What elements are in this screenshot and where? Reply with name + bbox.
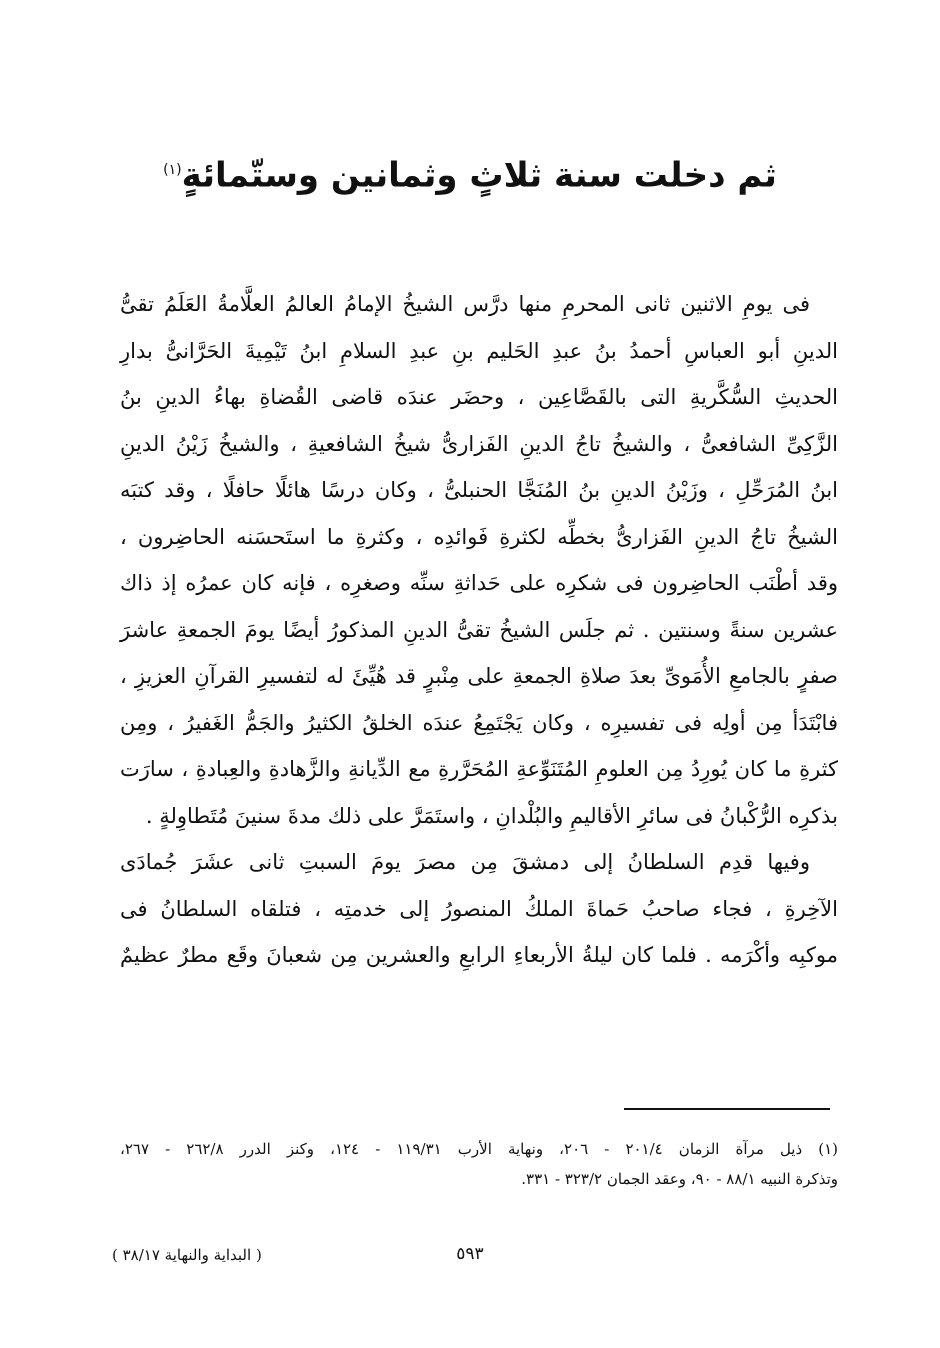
footnote-separator [624,1108,830,1110]
text-line-15: موكبِه وأكْرَمه . فلما كان ليلةُ الأربعاءِ الرابعِ والعشرين مِن شعبانَ وقَع مطرٌ عظيمٌ [120,943,838,967]
page-number: ٥٩٣ [456,1244,484,1264]
text-line-7: وقد أطْنَب الحاضِرون فى شكرِه على حَداثةِ سنِّه وصغرِه ، فإنه كان عمرُه إذ ذاك [120,571,838,595]
text-line-5: ابنُ المُرَحِّلِ ، وزَيْنُ الدينِ بنُ المُنَجَّا الحنبلىُّ ، وكان درسًا هائلًا حافلًا ، وقد كتبَه [120,478,838,502]
text-line-3: الحديثِ السُّكَّريةِ التى بالقَصَّاعِين ، وحضَر عندَه قاضى القُضاةِ بهاءُ الدينِ بنُ [120,385,838,409]
footnotes [120,1134,838,1194]
chapter-title: ثم دخلت سنة ثلاثٍ وثمانين وستّمائةٍ [181,155,777,196]
footnote-marker: (١) [163,162,182,178]
text-line-12: بذكرِه الرُّكْبانُ فى سائرِ الأقاليمِ والبُلْدانِ ، واستَمَرَّ على ذلك مدةَ سنينَ مُتَطاوِلةٍ . [145,803,838,828]
text-line-4: الزَّكِىِّ الشافعىُّ ، والشيخُ تاجُ الدينِ الفَزارىُّ شيخُ الشافعيةِ ، والشيخُ زَيْنُ الدينِ [120,431,838,456]
footnote-line-2: وتذكرة النبيه ٨٨/١ - ٩٠، وعقد الجمان ٣٢٣/٢ - ٣٣١. [521,1170,838,1188]
text-line-6: الشيخُ تاجُ الدينِ الفَزارىُّ بخطِّه لكثرةِ فَوائدِه ، وكثرةِ ما استَحسَنه الحاضِرون ، [120,524,838,549]
text-line-13: وفيها قدِم السلطانُ إلى دمشقَ مِن مصرَ يومَ السبتِ ثانى عشَرَ جُمادَى [120,850,810,874]
text-line-1: فى يومِ الاثنين ثانى المحرمِ منها درَّس الشيخُ الإمامُ العالمُ العلَّامةُ العَلَمُ تقىُّ [120,292,810,316]
text-line-14: الآخِرةِ ، فجاء صاحبُ حَماةَ الملكُ المنصورُ إلى خدمتِه ، فتلقاه السلطانُ فى [120,896,838,921]
text-line-9: صفرٍ بالجامعِ الأُمَوىِّ بعدَ صلاةِ الجمعةِ على مِنْبرٍ قد هُيِّئَ له لتفسيرِ القرآنِ العزيزِ ، [120,664,838,688]
chapter-heading [120,138,820,207]
text-line-2: الدينِ أبو العباسِ أحمدُ بنُ عبدِ الحَليم بنِ عبدِ السلامِ ابنُ تَيْمِيةَ الحَرَّانىُّ بدارِ [120,338,838,363]
body-text [120,281,838,979]
source-reference: ( البداية والنهاية ٣٨/١٧ ) [112,1246,262,1264]
text-line-10: فابْتَدَأ مِن أولِه فى تفسيرِه ، وكان يَجْتَمِعُ عندَه الخلقُ الكثيرُ والجَمُّ الغَفيرُ ، ومِن [120,710,838,735]
text-line-11: كثرةِ ما كان يُورِدُ مِن العلومِ المُتَنَوِّعةِ المُحَرَّرةِ مع الدِّيانةِ والزَّهادةِ والعِبادةِ ، سارَت [120,757,838,781]
footnote-line-1: (١) ذيل مرآة الزمان ٢٠١/٤ - ٢٠٦، ونهاية الأرب ١١٩/٣١ - ١٢٤، وكنز الدرر ٢٦٢/٨ - ٢٦٧، [120,1140,839,1158]
text-line-8: عشرين سنةً وسنتين . ثم جلَس الشيخُ تقىُّ الدينِ المذكورُ أيضًا يومَ الجمعةِ عاشرَ [120,617,838,642]
